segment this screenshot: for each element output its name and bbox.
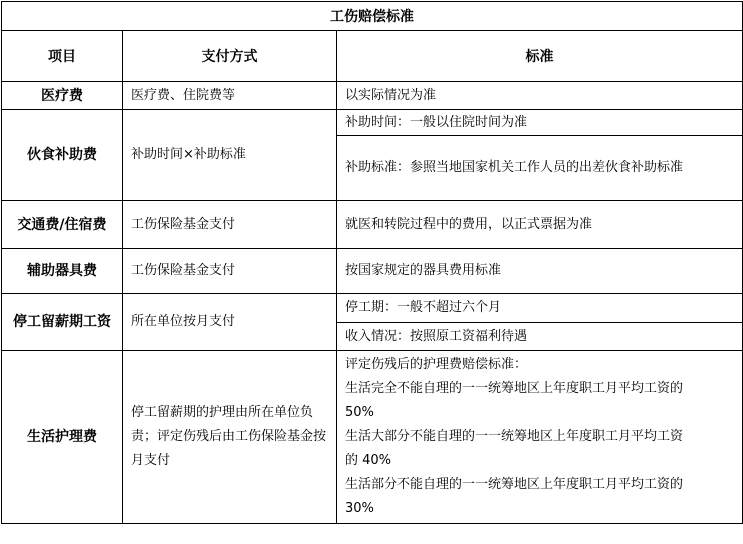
row-payment-suspension: 所在单位按月支付 (123, 294, 337, 351)
row-item-suspension: 停工留薪期工资 (2, 294, 123, 351)
row-standard-medical: 以实际情况为准 (337, 82, 743, 110)
row-standard-nursing (337, 351, 743, 524)
nursing-line: 30% (345, 501, 374, 516)
row-item-devices: 辅助器具费 (2, 249, 123, 294)
row-payment-devices: 工伤保险基金支付 (123, 249, 337, 294)
table-title: 工伤赔偿标准 (2, 2, 743, 31)
header-item: 项目 (2, 31, 123, 82)
row-payment-nursing: 停工留薪期的护理由所在单位负责；评定伤残后由工伤保险基金按月支付 (123, 351, 337, 524)
row-item-meal: 伙食补助费 (2, 110, 123, 201)
row-standard-suspension-income: 收入情况：按照原工资福利待遇 (337, 323, 743, 351)
nursing-line: 生活完全不能自理的一一统筹地区上年度职工月平均工资的 (345, 381, 684, 396)
row-standard-devices: 按国家规定的器具费用标准 (337, 249, 743, 294)
table-row (2, 351, 743, 524)
table-row (2, 201, 743, 249)
nursing-line: 50% (345, 405, 374, 420)
nursing-line: 生活大部分不能自理的一一统筹地区上年度职工月平均工资 (345, 429, 684, 444)
table-row (2, 249, 743, 294)
table-row (2, 110, 743, 136)
header-standard: 标准 (337, 31, 743, 82)
row-item-medical: 医疗费 (2, 82, 123, 110)
row-payment-meal: 补助时间×补助标准 (123, 110, 337, 201)
row-item-transport: 交通费/住宿费 (2, 201, 123, 249)
table-row (2, 294, 743, 323)
row-standard-meal-rate: 补助标准：参照当地国家机关工作人员的出差伙食补助标准 (337, 136, 743, 201)
row-payment-transport: 工伤保险基金支付 (123, 201, 337, 249)
nursing-line: 生活部分不能自理的一一统筹地区上年度职工月平均工资的 (345, 477, 684, 492)
row-standard-transport: 就医和转院过程中的费用，以正式票据为准 (337, 201, 743, 249)
compensation-table (1, 1, 743, 524)
row-standard-suspension-period: 停工期：一般不超过六个月 (337, 294, 743, 323)
nursing-line: 的 40% (345, 453, 392, 468)
table-row (2, 82, 743, 110)
header-payment: 支付方式 (123, 31, 337, 82)
row-payment-medical: 医疗费、住院费等 (123, 82, 337, 110)
row-item-nursing: 生活护理费 (2, 351, 123, 524)
nursing-line: 评定伤残后的护理费赔偿标准： (345, 357, 528, 372)
row-standard-meal-time: 补助时间：一般以住院时间为准 (337, 110, 743, 136)
